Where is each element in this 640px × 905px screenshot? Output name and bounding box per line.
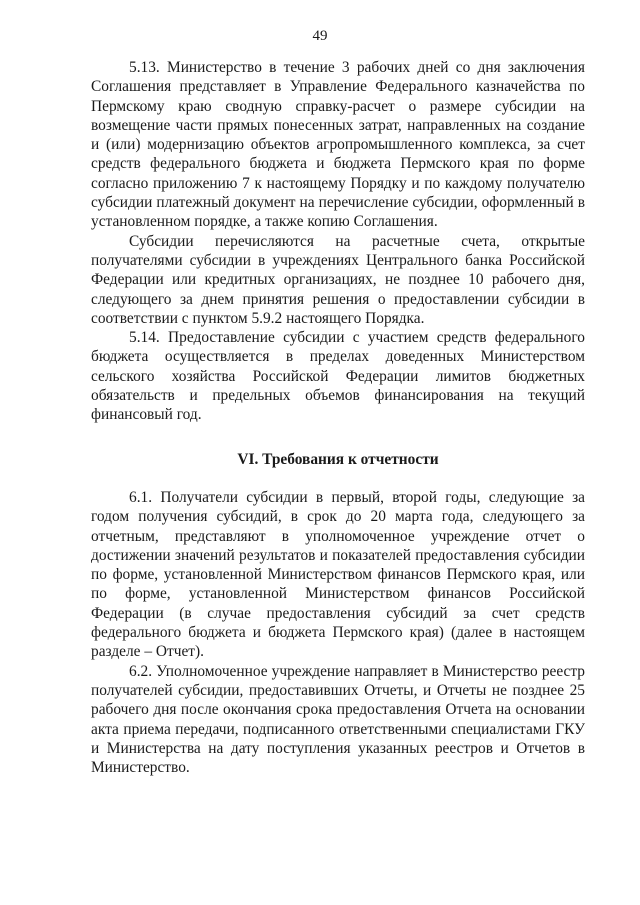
paragraph-6-2: 6.2. Уполномоченное учреждение направляет в Министерство реестр получателей субсидии, предоставивших Отчеты, и Отчеты не позднее 25 рабочего дня после окончания срока предоставления Отчета на основании акта приема передачи, подписанного ответственными специалистами ГКУ и Министерства на дату поступления указанных реестров и Отчетов в Министерство. — [91, 662, 585, 777]
section-heading: VI. Требования к отчетности — [237, 450, 439, 468]
document-body — [91, 58, 585, 777]
paragraph-subsidy-transfer: Субсидии перечисляются на расчетные счета, открытые получателями субсидии в учреждениях Центрального банка Российской Федерации или кредитных организациях, не позднее 10 рабочего дня, следующего за днем принятия решения о предоставлении субсидии в соответствии с пунктом 5.9.2 настоящего Порядка. — [91, 232, 585, 327]
paragraph-5-14: 5.14. Предоставление субсидии с участием средств федерального бюджета осуществляется в пределах доведенных Министерством сельского хозяйства Российской Федерации лимитов бюджетных обязательств и предельных объемов финансирования на текущий финансовый год. — [91, 329, 585, 424]
page-number: 49 — [312, 28, 328, 44]
paragraph-5-13: 5.13. Министерство в течение 3 рабочих дней со дня заключения Соглашения представляет в Управление Федерального казначейства по Пермскому краю сводную справку-расчет о размере субсидии на возмещение части прямых понесенных затрат, направленных на создание и (или) модернизацию объектов агропромышленного комплекса, за счет средств федерального бюджета и бюджета Пермского края по форме согласно приложению 7 к настоящему Порядку и по каждому получателю субсидии платежный документ на перечисление субсидии, оформленный в установленном порядке, а также копию Соглашения. — [91, 59, 585, 231]
paragraph-6-1: 6.1. Получатели субсидии в первый, второй годы, следующие за годом получения субсидий, в срок до 20 марта года, следующего за отчетным, представляют в уполномоченное учреждение отчет о достижении значений результатов и показателей предоставления субсидии по форме, установленной Министерством финансов Пермского края, или по форме, установленной Министерством финансов Российской Федерации (в случае предоставления субсидий за счет средств федерального бюджета и бюджета Пермского края) (далее в настоящем разделе – Отчет). — [91, 488, 585, 661]
